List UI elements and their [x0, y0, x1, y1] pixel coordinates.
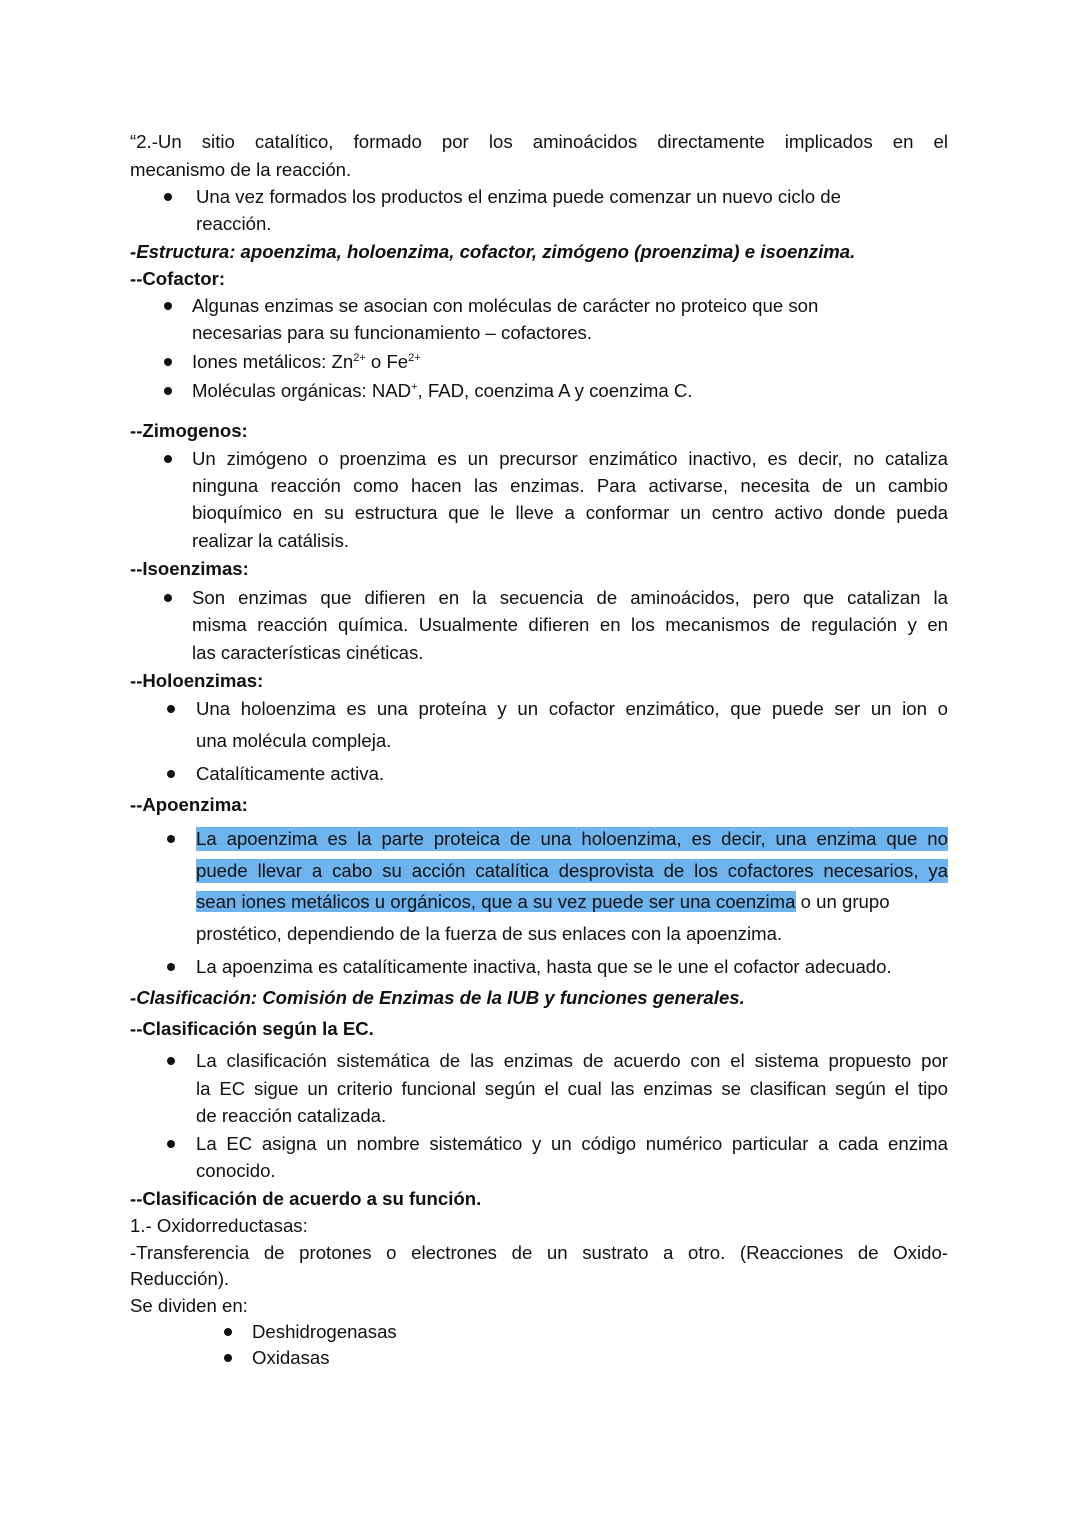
- list-item: [192, 380, 692, 402]
- bullet-icon: [167, 1057, 175, 1065]
- text-line: -Transferencia de protones o electrones de un sustrato a otro. (Reacciones de Oxido-: [130, 1242, 948, 1263]
- subheading-apoenzima: --Apoenzima:: [130, 794, 248, 815]
- bullet-icon: [164, 455, 172, 463]
- subheading-funcion: --Clasificación de acuerdo a su función.: [130, 1188, 482, 1209]
- bullet-icon: [167, 835, 175, 843]
- list-item: Un zimógeno o proenzima es un precursor enzimático inactivo, es decir, no cataliza: [192, 448, 948, 469]
- bullet-icon: [167, 770, 175, 778]
- text-line: ninguna reacción como hacen las enzimas. Para activarse, necesita de un cambio: [192, 475, 948, 496]
- list-item: [192, 351, 421, 373]
- bullet-icon: [167, 705, 175, 713]
- subheading-holoenzimas: --Holoenzimas:: [130, 670, 264, 691]
- bullet-icon: [167, 1140, 175, 1148]
- text-line: reacción.: [196, 213, 272, 234]
- text-line: Se dividen en:: [130, 1295, 248, 1316]
- text-line: bioquímico en su estructura que le lleve a conformar un centro activo donde pueda: [192, 502, 948, 523]
- bullet-icon: [164, 358, 172, 366]
- text-line: Reducción).: [130, 1268, 230, 1289]
- text-line: [196, 890, 890, 914]
- text: , FAD, coenzima A y coenzima C.: [417, 380, 693, 401]
- bullet-icon: [164, 302, 172, 310]
- bullet-icon: [164, 193, 172, 201]
- section-heading: -Estructura: apoenzima, holoenzima, cofactor, zimógeno (proenzima) e isoenzima.: [130, 241, 856, 262]
- text: o Fe: [365, 351, 409, 372]
- text: Moléculas orgánicas: NAD: [192, 380, 412, 401]
- subheading-ec: --Clasificación según la EC.: [130, 1018, 374, 1039]
- text-line: las características cinéticas.: [192, 642, 424, 663]
- text-line: misma reacción química. Usualmente difieren en los mecanismos de regulación y en: [192, 614, 948, 635]
- bullet-icon: [164, 387, 172, 395]
- bullet-icon: [224, 1328, 232, 1336]
- text-line: 1.- Oxidorreductasas:: [130, 1215, 308, 1236]
- text-line: de reacción catalizada.: [196, 1105, 387, 1126]
- text-line: la EC sigue un criterio funcional según el cual las enzimas se clasifican según el tipo: [196, 1078, 948, 1099]
- subheading-isoenzimas: --Isoenzimas:: [130, 558, 249, 579]
- subheading-cofactor: --Cofactor:: [130, 268, 226, 289]
- list-item: Deshidrogenasas: [252, 1321, 397, 1342]
- text-line: “2.-Un sitio catalítico, formado por los aminoácidos directamente implicados en el: [130, 131, 948, 152]
- text-line: prostético, dependiendo de la fuerza de sus enlaces con la apoenzima.: [196, 923, 783, 944]
- text-line: conocido.: [196, 1160, 276, 1181]
- text-line: necesarias para su funcionamiento – cofactores.: [192, 322, 592, 343]
- list-item: Son enzimas que difieren en la secuencia de aminoácidos, pero que catalizan la: [192, 587, 948, 608]
- bullet-icon: [167, 963, 175, 971]
- superscript: 2+: [408, 352, 421, 364]
- list-item: La clasificación sistemática de las enzimas de acuerdo con el sistema propuesto por: [196, 1050, 948, 1071]
- subheading-zimogenos: --Zimogenos:: [130, 420, 248, 441]
- text: Iones metálicos: Zn: [192, 351, 354, 372]
- highlighted-text: sean iones metálicos u orgánicos, que a su vez puede ser una coenzima: [196, 891, 796, 912]
- bullet-icon: [164, 594, 172, 602]
- list-item: La apoenzima es catalíticamente inactiva, hasta que se le une el cofactor adecuado.: [196, 956, 892, 977]
- list-item: Catalíticamente activa.: [196, 763, 385, 784]
- highlighted-text: puede llevar a cabo su acción catalítica desprovista de los cofactores necesarios, ya: [196, 860, 948, 881]
- highlighted-text: La apoenzima es la parte proteica de una holoenzima, es decir, una enzima que no: [196, 828, 948, 849]
- text-line: realizar la catálisis.: [192, 530, 350, 551]
- section-heading: -Clasificación: Comisión de Enzimas de la IUB y funciones generales.: [130, 987, 745, 1008]
- text-line: una molécula compleja.: [196, 730, 392, 751]
- list-item: La EC asigna un nombre sistemático y un código numérico particular a cada enzima: [196, 1133, 948, 1154]
- bullet-icon: [224, 1354, 232, 1362]
- list-item: Una holoenzima es una proteína y un cofactor enzimático, que puede ser un ion o: [196, 698, 948, 719]
- text-line: mecanismo de la reacción.: [130, 159, 352, 180]
- list-item: Algunas enzimas se asocian con moléculas de carácter no proteico que son: [192, 295, 819, 316]
- list-item: Oxidasas: [252, 1347, 330, 1368]
- superscript: +: [411, 381, 418, 393]
- superscript: 2+: [353, 352, 366, 364]
- list-item: Una vez formados los productos el enzima puede comenzar un nuevo ciclo de: [196, 186, 841, 207]
- text: o un grupo: [795, 891, 890, 912]
